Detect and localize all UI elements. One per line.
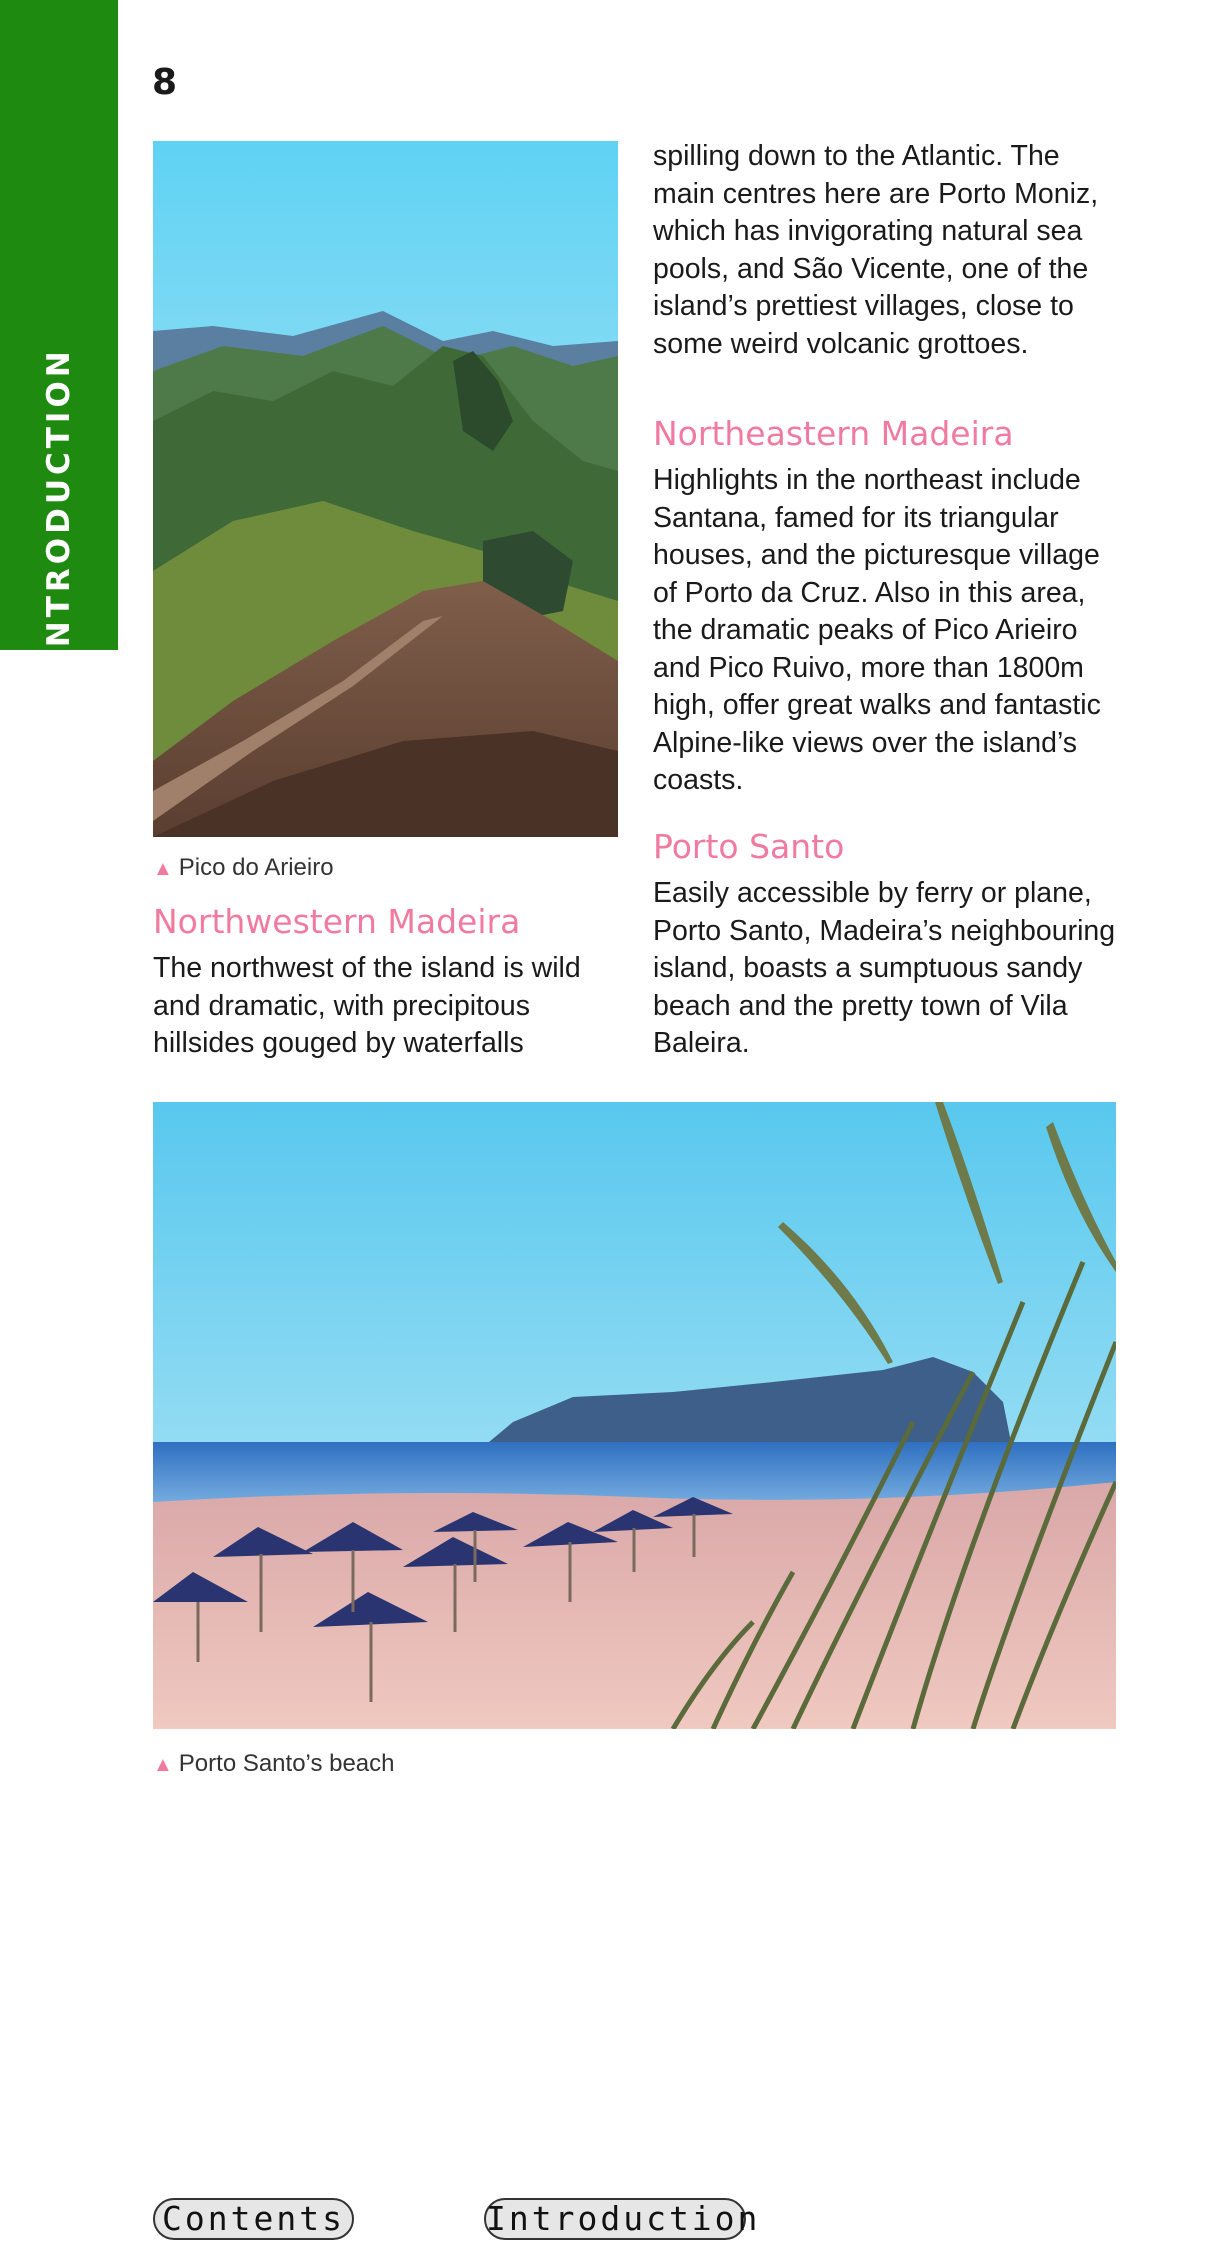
pico-do-arieiro-photo	[153, 141, 618, 837]
northwest-body-continued: spilling down to the Atlantic. The main centres here are Porto Moniz, which has invigorating natural sea pools, and São Vicente, one of the island’s prettiest villages, close to some weird volcanic grottoes.	[653, 140, 1099, 360]
pico-caption-text: Pico do Arieiro	[178, 854, 334, 881]
northeast-heading: Northeastern Madeira	[653, 414, 1014, 453]
caption-triangle-icon: ▲	[153, 1754, 173, 1776]
introduction-button[interactable]: Introduction	[486, 2199, 761, 2238]
page-number: 8	[152, 62, 178, 103]
section-tab-label: INTRODUCTION	[41, 347, 77, 663]
pico-photo-caption	[153, 854, 334, 882]
porto-santo-beach-photo	[153, 1102, 1116, 1729]
porto-santo-heading: Porto Santo	[653, 827, 845, 866]
northwest-body: The northwest of the island is wild and dramatic, with precipitous hillsides gouged by waterfalls	[153, 952, 581, 1059]
caption-triangle-icon: ▲	[153, 858, 173, 880]
porto-santo-body: Easily accessible by ferry or plane, Porto Santo, Madeira’s neighbouring island, boasts a sumptuous sandy beach and the pretty town of Vila Baleira.	[653, 877, 1116, 1059]
northwest-heading: Northwestern Madeira	[153, 902, 521, 941]
contents-button[interactable]: Contents	[153, 2198, 354, 2240]
beach-photo-caption	[153, 1750, 395, 1778]
northeast-body: Highlights in the northeast include Santana, famed for its triangular houses, and the picturesque village of Porto da Cruz. Also in this area, the dramatic peaks of Pico Arieiro and Pico Ruivo, more than 1800m high, offer great walks and fantastic Alpine-like views over the island’s coasts.	[653, 464, 1101, 796]
section-tab	[0, 0, 118, 663]
beach-caption-text: Porto Santo’s beach	[178, 1750, 395, 1777]
